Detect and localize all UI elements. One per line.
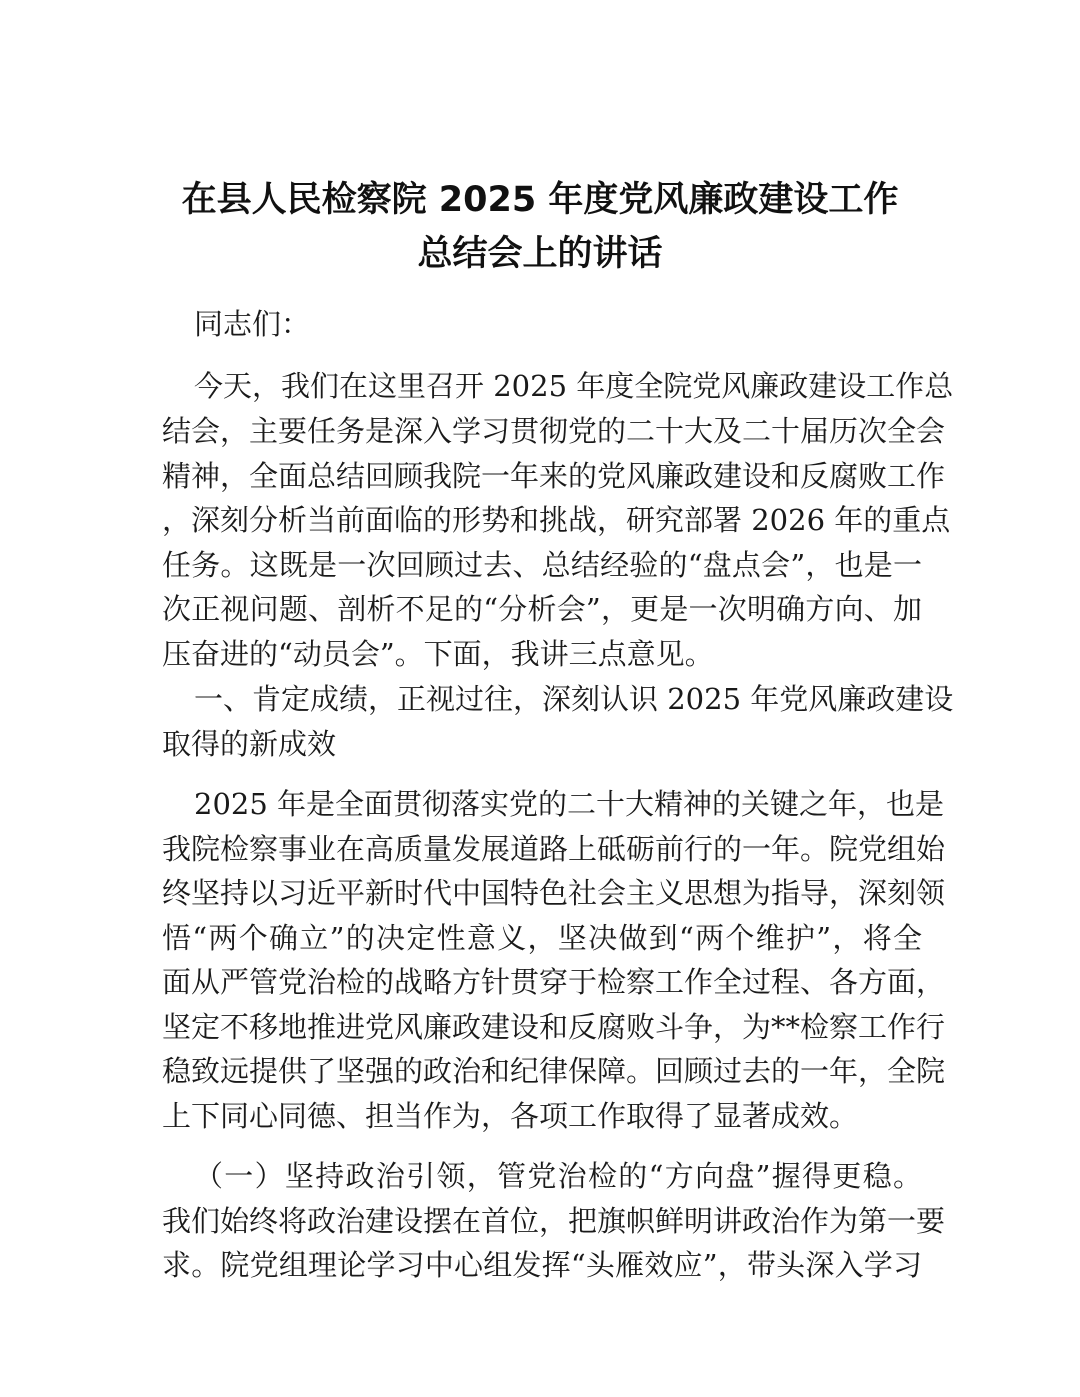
paragraph1-line-1: 今天，我们在这里召开 2025 年度全院党风廉政建设工作总 bbox=[194, 369, 954, 403]
paragraph1-line-3: 精神，全面总结回顾我院一年来的党风廉政建设和反腐败工作 bbox=[162, 459, 946, 493]
paragraph1-line-5: 任务。这既是一次回顾过去、总结经验的“盘点会”，也是一 bbox=[162, 548, 922, 582]
paragraph2-line-6: 坚定不移地推进党风廉政建设和反腐败斗争，为**检察工作行 bbox=[162, 1010, 946, 1044]
paragraph2-line-2: 我院检察事业在高质量发展道路上砥砺前行的一年。院党组始 bbox=[162, 832, 946, 866]
paragraph1-line-2: 结会，主要任务是深入学习贯彻党的二十大及二十届历次全会 bbox=[162, 414, 946, 448]
paragraph2-line-3: 终坚持以习近平新时代中国特色社会主义思想为指导，深刻领 bbox=[162, 876, 946, 910]
paragraph2-line-4: 悟“两个确立”的决定性意义，坚决做到“两个维护”，将全 bbox=[162, 921, 922, 955]
paragraph1-line-4: ，深刻分析当前面临的形势和挑战，研究部署 2026 年的重点 bbox=[162, 503, 951, 537]
paragraph1-line-7: 压奋进的“动员会”。下面，我讲三点意见。 bbox=[162, 637, 714, 671]
heading1-line-2: 取得的新成效 bbox=[162, 727, 337, 761]
title-line-2: 总结会上的讲话 bbox=[417, 234, 663, 274]
salutation: 同志们： bbox=[194, 307, 311, 341]
paragraph3-line-2: 我们始终将政治建设摆在首位，把旗帜鲜明讲政治作为第一要 bbox=[162, 1204, 946, 1238]
paragraph1-line-6: 次正视问题、剖析不足的“分析会”，更是一次明确方向、加 bbox=[162, 592, 922, 626]
paragraph2-line-1: 2025 年是全面贯彻落实党的二十大精神的关键之年，也是 bbox=[194, 787, 945, 821]
heading1-line-1: 一、肯定成绩，正视过往，深刻认识 2025 年党风廉政建设 bbox=[194, 682, 954, 716]
paragraph3-line-3: 求。院党组理论学习中心组发挥“头雁效应”，带头深入学习 bbox=[162, 1248, 922, 1282]
title-line-1: 在县人民检察院 2025 年度党风廉政建设工作 bbox=[181, 180, 899, 220]
paragraph3-line-1: （一）坚持政治引领，管党治检的“方向盘”握得更稳。 bbox=[194, 1159, 922, 1193]
paragraph2-line-8: 上下同心同德、担当作为，各项工作取得了显著成效。 bbox=[162, 1099, 859, 1133]
paragraph2-line-7: 稳致远提供了坚强的政治和纪律保障。回顾过去的一年，全院 bbox=[162, 1054, 946, 1088]
paragraph2-line-5: 面从严管党治检的战略方针贯穿于检察工作全过程、各方面， bbox=[162, 965, 946, 999]
